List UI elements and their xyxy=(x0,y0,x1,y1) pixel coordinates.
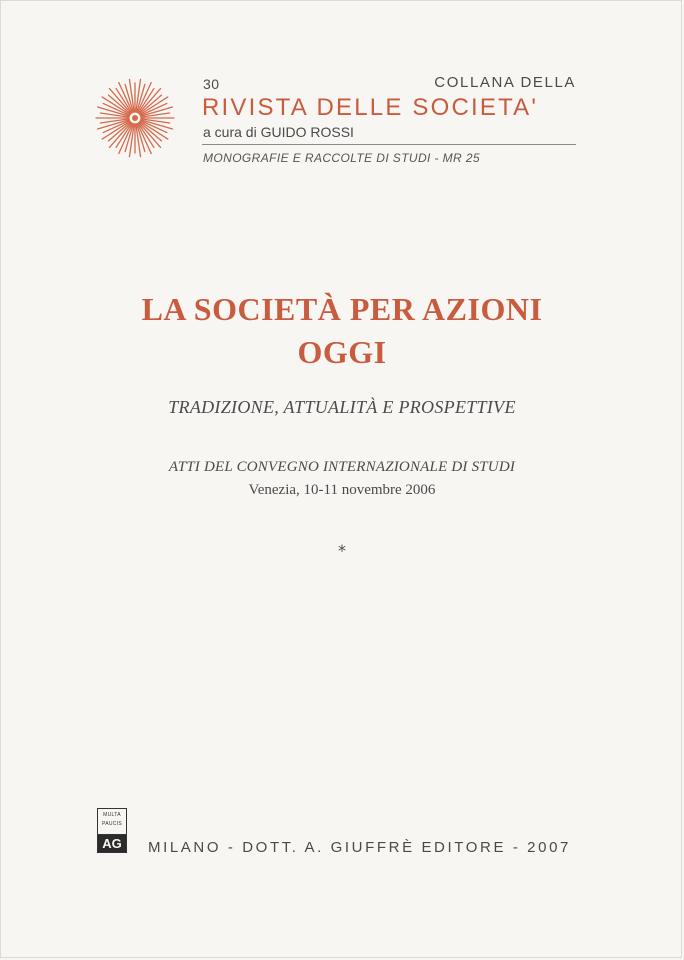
publisher-logo-initials: AG xyxy=(98,835,126,852)
venue-date: Venezia, 10-11 novembre 2006 xyxy=(248,482,436,498)
sunburst-logo-icon xyxy=(95,78,175,158)
book-title-line2: OGGI xyxy=(297,334,387,370)
series-curator: a cura di GUIDO ROSSI xyxy=(203,124,354,140)
series-title: RIVISTA DELLE SOCIETA' xyxy=(202,94,539,121)
divider xyxy=(202,144,576,145)
publisher-logo-motto-1: MULTA xyxy=(103,812,121,818)
book-title-line1: LA SOCIETÀ PER AZIONI xyxy=(141,291,543,327)
series-subseries: MONOGRAFIE E RACCOLTE DI STUDI - MR 25 xyxy=(203,151,481,165)
publisher-imprint: MILANO - DOTT. A. GIUFFRÈ EDITORE - 2007 xyxy=(148,839,571,856)
publisher-logo-motto-2: PAUCIS xyxy=(101,821,123,827)
volume-mark: * xyxy=(338,541,346,560)
proceedings-label: ATTI DEL CONVEGNO INTERNAZIONALE DI STUDI xyxy=(168,459,516,475)
series-collana-label: COLLANA DELLA xyxy=(434,74,576,91)
publisher-logo xyxy=(97,808,127,853)
series-number: 30 xyxy=(203,76,220,92)
book-subtitle: TRADIZIONE, ATTUALITÀ E PROSPETTIVE xyxy=(168,397,516,417)
